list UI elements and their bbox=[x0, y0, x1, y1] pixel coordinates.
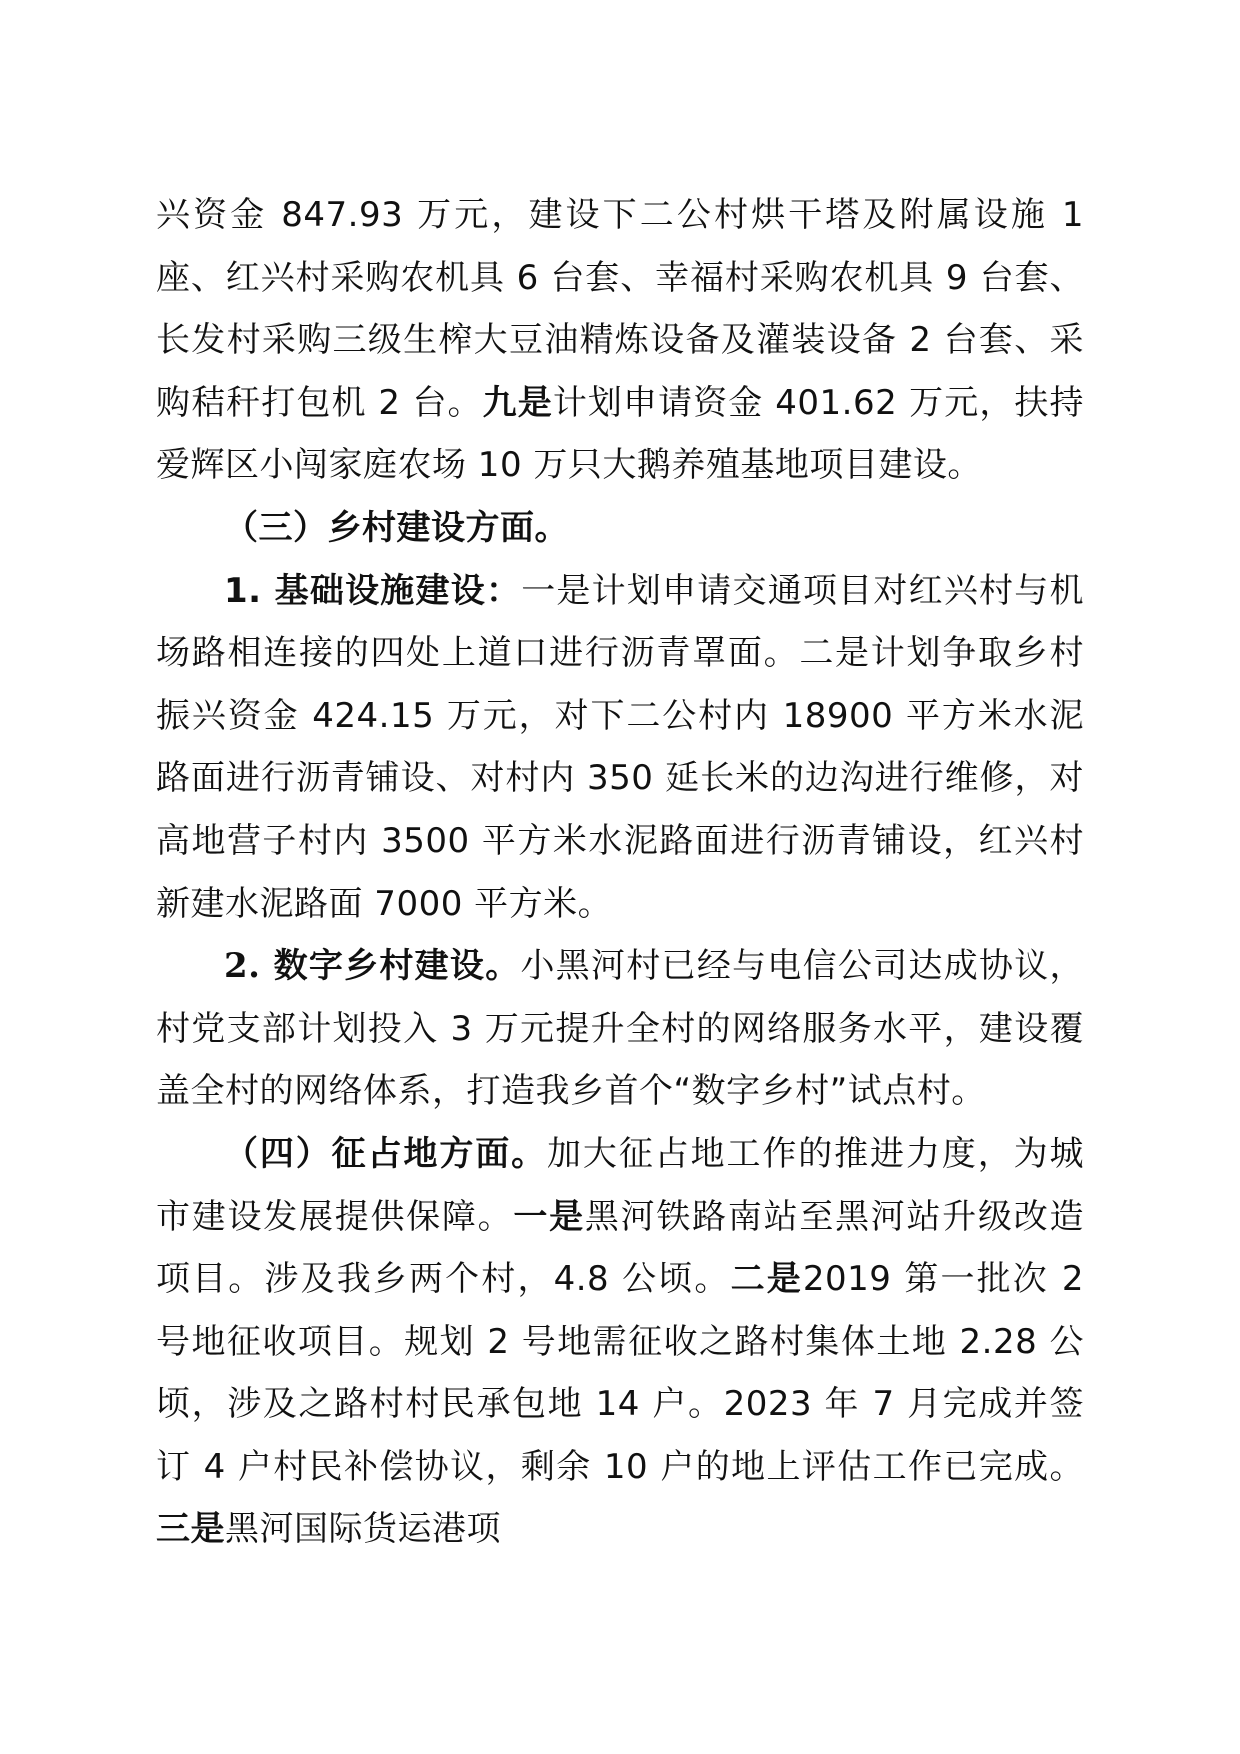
section-heading-land-acquisition: （四）征占地方面。 bbox=[224, 1133, 548, 1174]
paragraph-text: 黑河铁路南站至黑河站升级改造项目。涉及我乡两个村，4.8 公顷。 bbox=[156, 1196, 1085, 1300]
subheading-digital-village: 2. 数字乡村建设。 bbox=[224, 946, 521, 987]
paragraph-digital-village bbox=[156, 935, 1084, 1123]
paragraph-text: 兴资金 847.93 万元，建设下二公村烘干塔及附属设施 1 座、红兴村采购农机具 6 台套、幸福村采购农机具 9 台套、长发村采购三级生榨大豆油精炼设备及灌装设备 2 台套、采购秸秆打包机 2 台。 bbox=[156, 195, 1084, 423]
paragraph-infrastructure bbox=[156, 560, 1084, 936]
paragraph-text: 黑河国际货运港项 bbox=[225, 1509, 501, 1550]
paragraph-text: 加大征占地工作的推进力度，为城市建设发展提供保障。 bbox=[156, 1133, 1085, 1237]
subheading-infrastructure: 1. 基础设施建设： bbox=[224, 570, 522, 611]
paragraph-land-acquisition bbox=[156, 1123, 1084, 1561]
document-body bbox=[156, 184, 1084, 1561]
paragraph-agriculture-funding bbox=[156, 184, 1084, 497]
paragraph-text: 一是计划申请交通项目对红兴村与机场路相连接的四处上道口进行沥青罩面。二是计划争取乡村振兴资金 424.15 万元，对下二公村内 18900 平方米水泥路面进行沥青铺设、对村内 350 延长米的边沟进行维修，对高地营子村内 3500 平方米水泥路面进行沥青铺设，红兴村新建水泥路面 7000 平方米。 bbox=[156, 570, 1084, 924]
bold-lead-nine: 九是 bbox=[482, 382, 553, 423]
paragraph-text: 2019 第一批次 2 号地征收项目。规划 2 号地需征收之路村集体土地 2.28 公顷，涉及之路村村民承包地 14 户。2023 年 7 月完成并签订 4 户村民补偿协议，剩余 10 户的地上评估工作已完成。 bbox=[156, 1259, 1085, 1487]
section-heading-rural-construction: （三）乡村建设方面。 bbox=[224, 507, 569, 548]
bold-lead-two: 二是 bbox=[730, 1259, 803, 1300]
bold-lead-one: 一是 bbox=[513, 1196, 585, 1237]
bold-lead-three: 三是 bbox=[156, 1509, 225, 1550]
paragraph-text: 计划申请资金 401.62 万元，扶持爱辉区小闯家庭农场 10 万只大鹅养殖基地项目建设。 bbox=[156, 382, 1085, 486]
paragraph-text: 小黑河村已经与电信公司达成协议，村党支部计划投入 3 万元提升全村的网络服务水平，建设覆盖全村的网络体系，打造我乡首个“数字乡村”试点村。 bbox=[156, 946, 1084, 1112]
